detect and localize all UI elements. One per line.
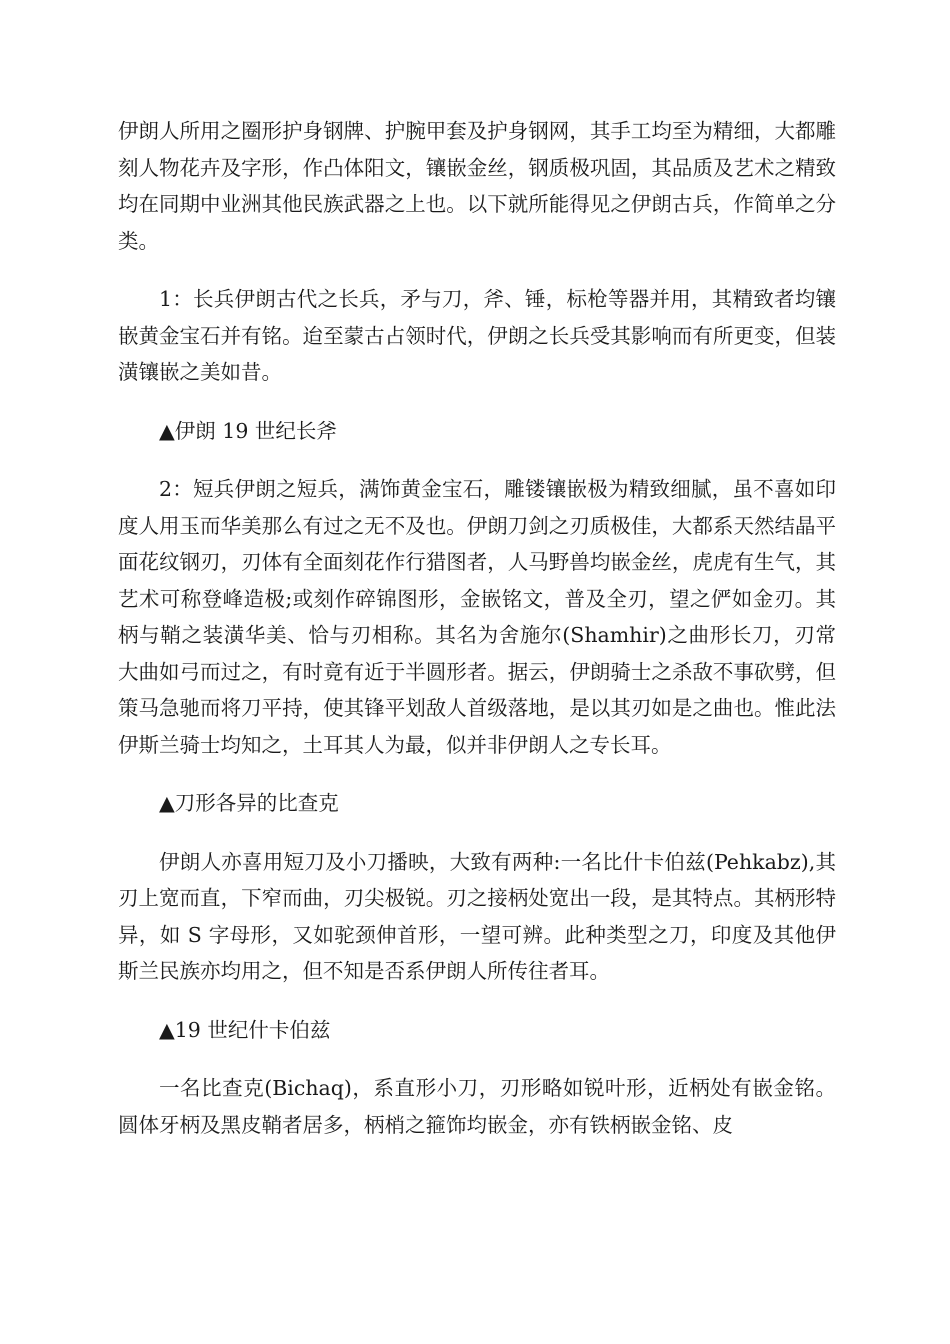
paragraph-intro: 伊朗人所用之圈形护身钢牌、护腕甲套及护身钢网，其手工均至为精细，大都雕刻人物花卉及字形，作凸体阳文，镶嵌金丝，钢质极巩固，其品质及艺术之精致均在同期中业洲其他民族武器之上也。以下就所能得见之伊朗古兵，作简单之分类。 bbox=[118, 119, 836, 253]
paragraph-pehkabz: 伊朗人亦喜用短刀及小刀播映，大致有两种:一名比什卡伯兹(Pehkabz),其刃上宽而直，下窄而曲，刃尖极锐。刃之接柄处宽出一段，是其特点。其柄形特异，如 S 字母形，又如驼颈伸首形，一望可辨。此种类型之刀，印度及其他伊斯兰民族亦均用之，但不知是否系伊朗人所传往者耳。 bbox=[118, 849, 836, 983]
paragraph-long-weapons: 1：长兵伊朗古代之长兵，矛与刀，斧、锤，标枪等器并用，其精致者均镶嵌黄金宝石并有铭。迨至蒙古占领时代，伊朗之长兵受其影响而有所更变，但装潢镶嵌之美如昔。 bbox=[118, 287, 836, 384]
caption-bichaq-shapes: ▲刀形各异的比查克 bbox=[159, 791, 339, 815]
caption-long-axe: ▲伊朗 19 世纪长斧 bbox=[159, 418, 337, 443]
paragraph-bichaq: 一名比查克(Bichaq)，系直形小刀，刃形略如锐叶形，近柄处有嵌金铭。圆体牙柄及黑皮鞘者居多，柄梢之箍饰均嵌金，亦有铁柄嵌金铭、皮 bbox=[118, 1076, 836, 1137]
caption-pehkabz: ▲19 世纪什卡伯兹 bbox=[159, 1017, 331, 1042]
document-page bbox=[118, 113, 836, 1165]
paragraph-short-weapons: 2：短兵伊朗之短兵，满饰黄金宝石，雕镂镶嵌极为精致细腻，虽不喜如印度人用玉而华美那么有过之无不及也。伊朗刀剑之刃质极佳，大都系天然结晶平面花纹钢刃，刃体有全面刻花作行猎图者，人马野兽均嵌金丝，虎虎有生气，其艺术可称登峰造极;或刻作碎锦图形，金嵌铭文，普及全刃，望之俨如金刃。其柄与鞘之装潢华美、恰与刃相称。其名为舍施尔(Shamhir)之曲形长刀，刃常大曲如弓而过之，有时竟有近于半圆形者。据云，伊朗骑士之杀敌不事砍劈，但策马急驰而将刀平持，使其锋平划敌人首级落地，是以其刃如是之曲也。惟此法伊斯兰骑士均知之，土耳其人为最，似并非伊朗人之专长耳。 bbox=[118, 477, 836, 757]
